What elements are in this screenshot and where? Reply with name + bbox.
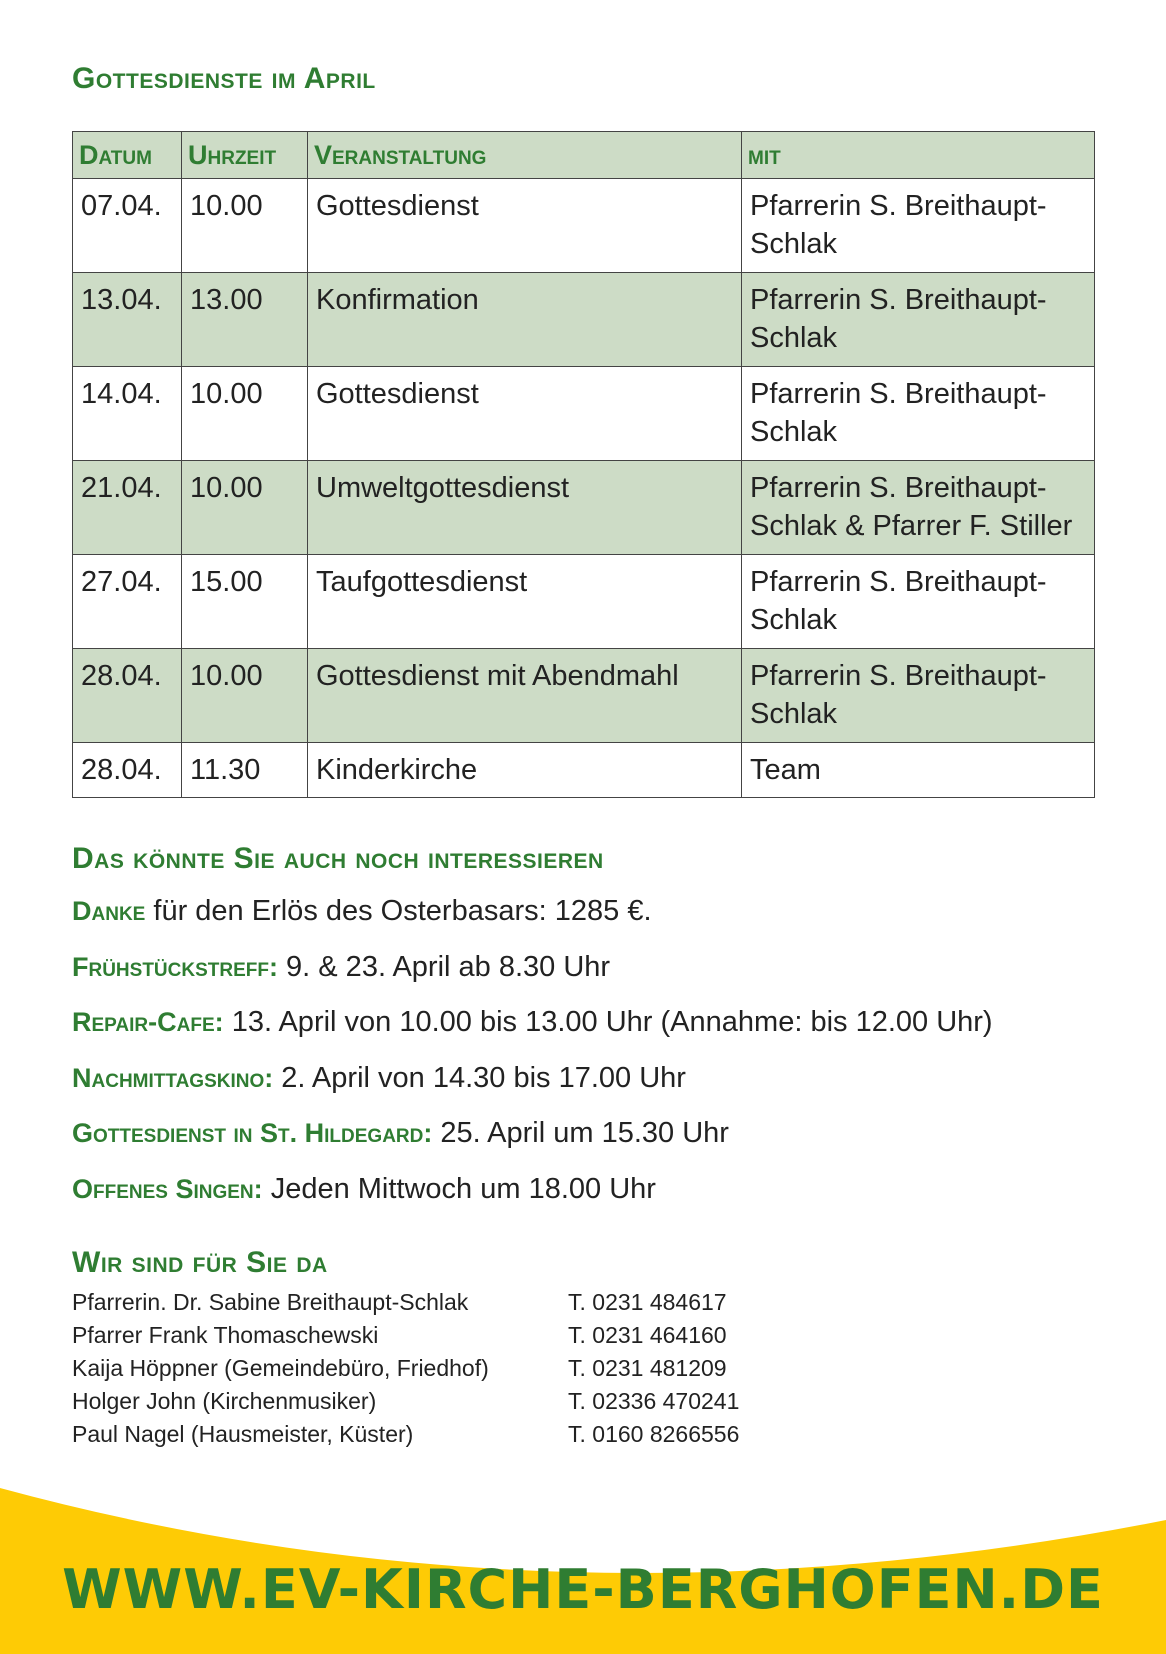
table-row [73,367,1095,461]
info-label: Repair-Cafe: [72,1007,224,1037]
info-label: Nachmittagskino: [72,1062,274,1093]
cell-time: 11.30 [182,743,308,798]
cell-date: 13.04. [73,273,182,367]
cell-date: 14.04. [73,367,182,461]
header-uhrzeit: Uhrzeit [182,132,308,179]
section-title-services: Gottesdienste im April [72,62,376,95]
info-text: Jeden Mittwoch um 18.00 Uhr [262,1172,656,1205]
cell-time: 10.00 [182,461,308,555]
contact-phone: T. 0231 484617 [568,1289,727,1315]
section-title-interests: Das könnte Sie auch noch interessieren [72,842,604,875]
info-text: für den Erlös des Osterbasars: 1285 €. [145,895,652,927]
cell-event: Umweltgottesdienst [308,461,742,555]
services-table [72,131,1095,798]
info-item [72,1117,729,1150]
cell-time: 10.00 [182,649,308,743]
cell-event: Taufgottesdienst [308,555,742,649]
header-mit: mit [742,132,1095,179]
contact-name: Paul Nagel (Hausmeister, Küster) [72,1421,414,1447]
contact-name: Pfarrerin. Dr. Sabine Breithaupt-Schlak [72,1289,469,1315]
cell-officiant: Pfarrerin S. Breithaupt-Schlak [742,179,1095,273]
table-row [73,179,1095,273]
cell-date: 07.04. [73,179,182,273]
info-label: Frühstückstreff: [72,951,278,982]
contact-row [72,1289,772,1316]
contact-name: Pfarrer Frank Thomaschewski [72,1322,379,1348]
info-text: 2. April von 14.30 bis 17.00 Uhr [273,1061,686,1094]
website-url: WWW.EV-KIRCHE-BERGHOFEN.DE [62,1558,1104,1621]
info-label: Offenes Singen: [72,1173,263,1204]
contact-row [72,1322,772,1349]
cell-time: 10.00 [182,179,308,273]
info-item [72,1006,993,1039]
contact-phone: T. 0160 8266556 [568,1421,740,1447]
info-label: Danke [72,896,146,926]
cell-event: Gottesdienst mit Abendmahl [308,649,742,743]
contact-phone: T. 02336 470241 [568,1388,740,1414]
table-row [73,555,1095,649]
table-row [73,743,1095,798]
cell-date: 27.04. [73,555,182,649]
cell-officiant: Pfarrerin S. Breithaupt-Schlak [742,555,1095,649]
cell-officiant: Pfarrerin S. Breithaupt-Schlak & Pfarrer F. Stiller [742,461,1095,555]
contact-phone: T. 0231 464160 [568,1322,727,1348]
contact-row [72,1388,772,1415]
cell-date: 28.04. [73,649,182,743]
table-row [73,273,1095,367]
cell-event: Kinderkirche [308,743,742,798]
contact-phone: T. 0231 481209 [568,1355,727,1381]
contact-row [72,1421,772,1448]
info-item [72,1062,686,1095]
cell-time: 15.00 [182,555,308,649]
contact-name: Kaija Höppner (Gemeindebüro, Friedhof) [72,1355,489,1381]
info-text: 13. April von 10.00 bis 13.00 Uhr (Annahme: bis 12.00 Uhr) [223,1006,993,1038]
cell-event: Gottesdienst [308,367,742,461]
cell-officiant: Pfarrerin S. Breithaupt-Schlak [742,649,1095,743]
section-title-contacts: Wir sind für Sie da [72,1246,328,1279]
header-veranstaltung: Veranstaltung [308,132,742,179]
cell-officiant: Team [742,743,1095,798]
cell-officiant: Pfarrerin S. Breithaupt-Schlak [742,367,1095,461]
info-text: 25. April um 15.30 Uhr [432,1117,729,1149]
cell-date: 28.04. [73,743,182,798]
table-row [73,649,1095,743]
contact-row [72,1355,772,1382]
cell-event: Konfirmation [308,273,742,367]
cell-event: Gottesdienst [308,179,742,273]
header-datum: Datum [73,132,182,179]
info-item [72,895,652,928]
info-item [72,951,610,984]
contact-name: Holger John (Kirchenmusiker) [72,1388,377,1414]
cell-time: 13.00 [182,273,308,367]
info-text: 9. & 23. April ab 8.30 Uhr [277,950,611,983]
cell-time: 10.00 [182,367,308,461]
table-row [73,461,1095,555]
info-item [72,1173,656,1206]
cell-officiant: Pfarrerin S. Breithaupt-Schlak [742,273,1095,367]
cell-date: 21.04. [73,461,182,555]
info-label: Gottesdienst in St. Hildegard: [72,1118,433,1148]
